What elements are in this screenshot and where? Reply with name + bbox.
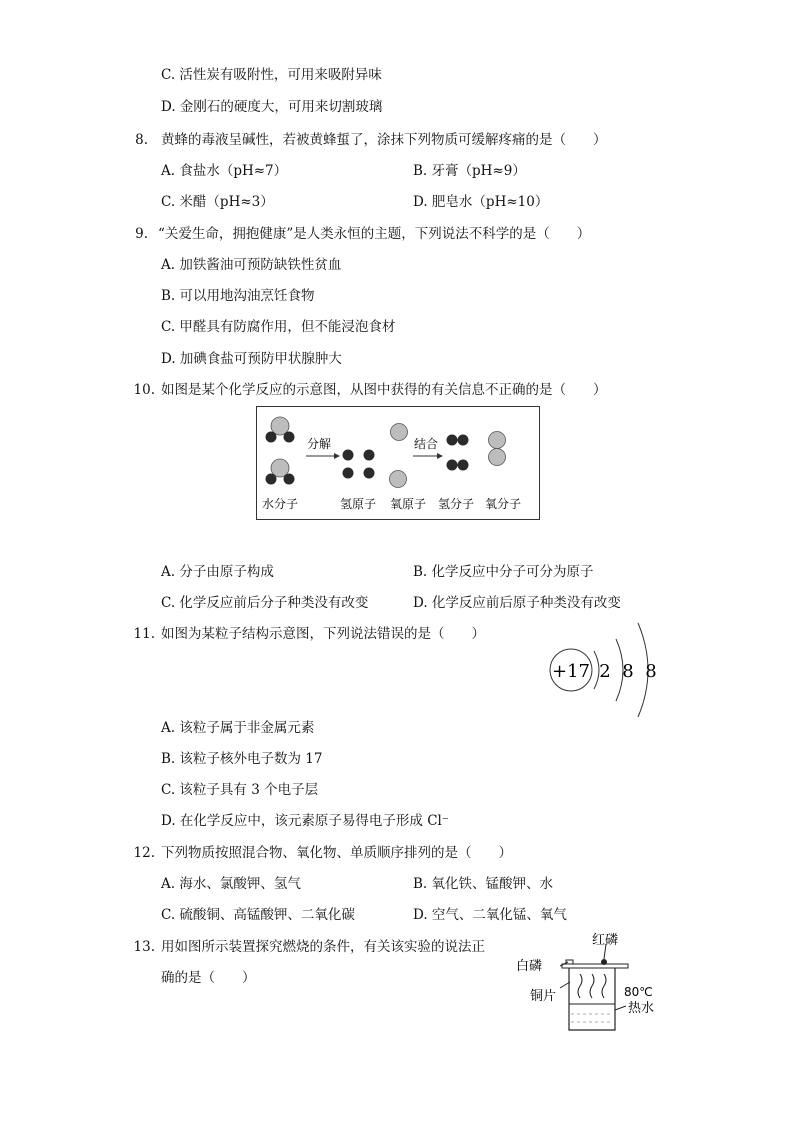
- label-oxygen-molecule: 氧分子: [485, 497, 522, 511]
- shell-3-electrons: 8: [645, 661, 657, 682]
- label-pointer: [615, 1006, 626, 1010]
- q12-number: 12.: [133, 845, 155, 861]
- q12-option-b: B. 氧化铁、锰酸钾、水: [413, 876, 554, 892]
- beaker-icon: [569, 968, 615, 1030]
- q10-option-b: B. 化学反应中分子可分为原子: [413, 564, 594, 580]
- shell-2-electrons: 8: [622, 661, 634, 682]
- atom-structure-diagram: [544, 615, 668, 723]
- label-hydrogen-atom: 氢原子: [340, 497, 377, 511]
- copper-plate-icon: [562, 964, 628, 968]
- label-copper-plate: 铜片: [530, 989, 557, 1004]
- q9-option-b: B. 可以用地沟油烹饪食物: [161, 288, 315, 304]
- q10-stem: 如图是某个化学反应的示意图，从图中获得的有关信息不正确的是（ ）: [161, 382, 607, 398]
- q10-option-d: D. 化学反应前后原子种类没有改变: [413, 595, 621, 611]
- label-hydrogen-molecule: 氢分子: [438, 497, 475, 511]
- q10-option-a: A. 分子由原子构成: [161, 564, 274, 580]
- q13-number: 13.: [133, 939, 155, 955]
- q13-stem-line2: 确的是（ ）: [161, 970, 256, 986]
- steam-icon: [578, 974, 582, 998]
- q9-option-c: C. 甲醛具有防腐作用，但不能浸泡食材: [161, 319, 396, 335]
- q11-stem: 如图为某粒子结构示意图，下列说法错误的是（ ）: [161, 626, 485, 642]
- q13-stem-line1: 用如图所示装置探究燃烧的条件，有关该实验的说法正: [161, 939, 485, 955]
- reaction-diagram-svg: [256, 406, 540, 520]
- label-temperature: 80℃: [624, 985, 653, 999]
- combustion-apparatus-svg: [512, 926, 672, 1034]
- q11-option-a: A. 该粒子属于非金属元素: [161, 720, 315, 736]
- label-hot-water: 热水: [628, 1001, 655, 1016]
- reaction-diagram: [256, 406, 540, 520]
- q10-option-c: C. 化学反应前后分子种类没有改变: [161, 595, 369, 611]
- q9-option-a: A. 加铁酱油可预防缺铁性贫血: [161, 257, 342, 273]
- q9-stem: “关爱生命，拥抱健康”是人类永恒的主题，下列说法不科学的是（ ）: [158, 226, 591, 242]
- red-phosphorus-icon: [601, 959, 607, 965]
- q8-number: 8.: [135, 132, 148, 148]
- label-red-phosphorus: 红磷: [592, 933, 619, 948]
- arrow-decompose-label: 分解: [307, 437, 332, 451]
- q8-option-c: C. 米醋（pH≈3）: [161, 194, 274, 210]
- q9-option-d: D. 加碘食盐可预防甲状腺肿大: [161, 351, 342, 367]
- q11-option-c: C. 该粒子具有 3 个电子层: [161, 782, 319, 798]
- label-oxygen-atom: 氧原子: [390, 497, 427, 511]
- q8-option-d: D. 肥皂水（pH≈10）: [413, 194, 549, 210]
- steam-icon: [590, 974, 594, 998]
- q11-number: 11.: [133, 626, 155, 642]
- q12-stem: 下列物质按照混合物、氧化物、单质顺序排列的是（ ）: [161, 845, 512, 861]
- label-white-phosphorus: 白磷: [516, 959, 543, 974]
- shell-arc-icon: [594, 651, 599, 689]
- q12-option-a: A. 海水、氯酸钾、氢气: [161, 876, 301, 892]
- shell-1-electrons: 2: [599, 661, 611, 682]
- q12-option-c: C. 硫酸铜、高锰酸钾、二氧化碳: [161, 907, 355, 923]
- arrow-combine-label: 结合: [414, 437, 439, 451]
- label-water-molecule: 水分子: [262, 497, 299, 511]
- q9-number: 9.: [135, 226, 148, 242]
- nucleus-charge: +17: [552, 661, 590, 682]
- steam-icon: [602, 974, 606, 998]
- q8-option-a: A. 食盐水（pH≈7）: [161, 163, 288, 179]
- combustion-apparatus-diagram: [512, 926, 672, 1034]
- atom-structure-svg: [544, 615, 668, 723]
- q11-option-d: D. 在化学反应中，该元素原子易得电子形成 Cl⁻: [161, 813, 449, 829]
- q7-option-c: C. 活性炭有吸附性，可用来吸附异味: [161, 67, 382, 83]
- q8-option-b: B. 牙膏（pH≈9）: [413, 163, 526, 179]
- q11-option-b: B. 该粒子核外电子数为 17: [161, 751, 323, 767]
- q10-number: 10.: [133, 382, 155, 398]
- q7-option-d: D. 金刚石的硬度大，可用来切割玻璃: [161, 99, 383, 115]
- q8-stem: 黄蜂的毒液呈碱性，若被黄蜂蜇了，涂抹下列物质可缓解疼痛的是（ ）: [161, 132, 607, 148]
- q12-option-d: D. 空气、二氧化锰、氧气: [413, 907, 567, 923]
